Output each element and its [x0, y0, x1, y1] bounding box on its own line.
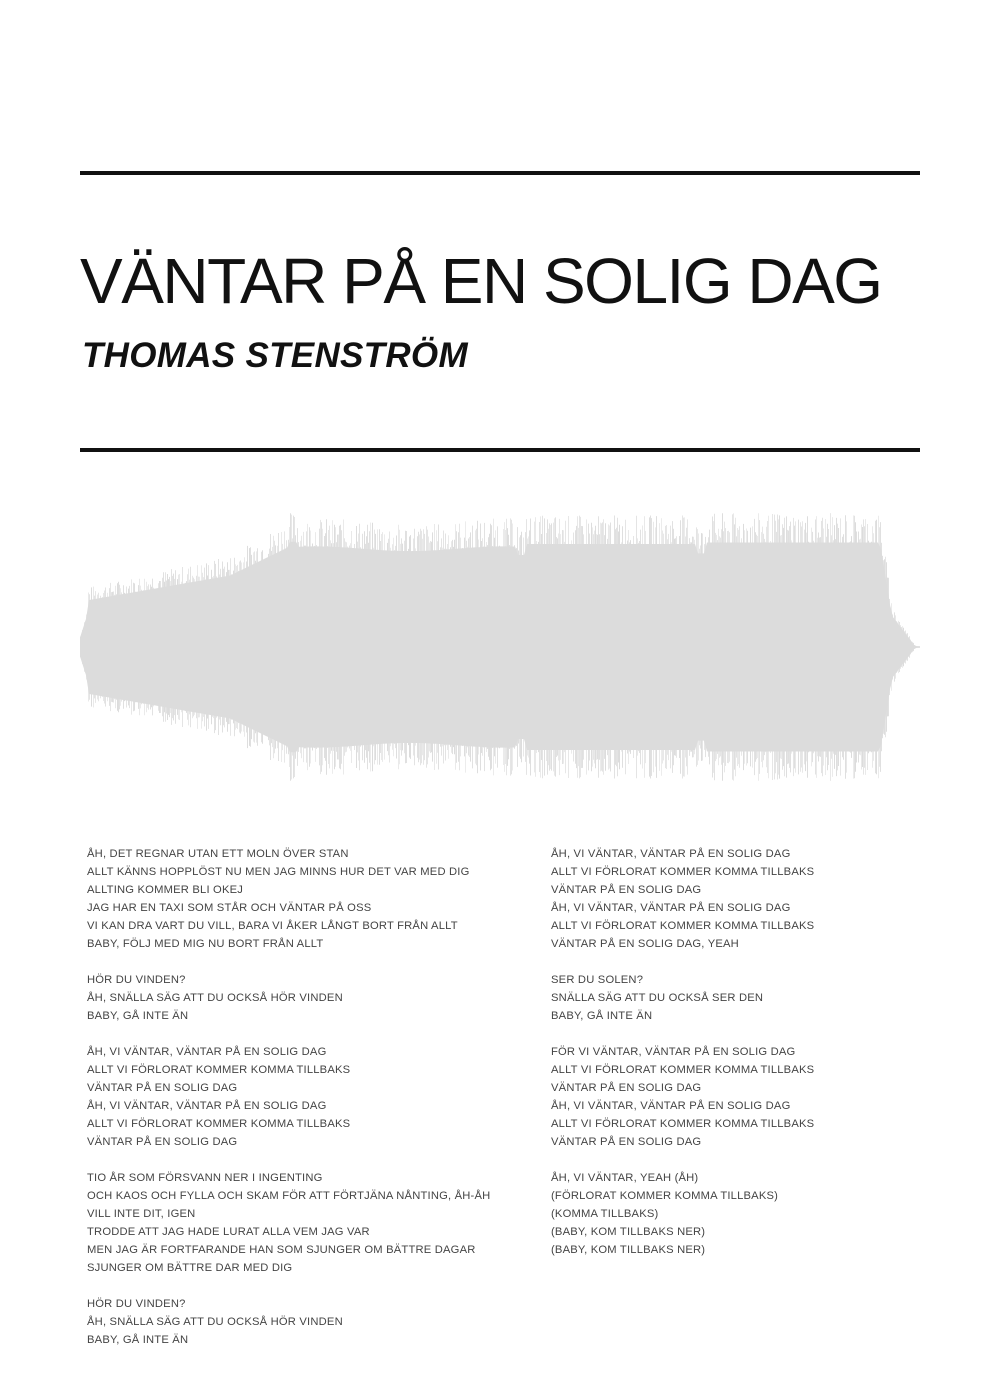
top-divider	[80, 171, 920, 175]
lyric-line: VÄNTAR PÅ EN SOLIG DAG	[87, 1082, 238, 1094]
lyric-line: VÄNTAR PÅ EN SOLIG DAG	[551, 1082, 702, 1094]
lyric-line: VÄNTAR PÅ EN SOLIG DAG	[551, 1136, 702, 1148]
lyrics-stanza	[551, 971, 991, 1025]
lyric-line: ALLT KÄNNS HOPPLÖST NU MEN JAG MINNS HUR DET VAR MED DIG	[87, 866, 470, 878]
lyric-line: ÅH, VI VÄNTAR, YEAH (ÅH)	[551, 1172, 699, 1184]
lyrics-stanza	[87, 971, 527, 1025]
lyric-line: (FÖRLORAT KOMMER KOMMA TILLBAKS)	[551, 1190, 779, 1202]
lyric-line: ALLT VI FÖRLORAT KOMMER KOMMA TILLBAKS	[551, 1064, 815, 1076]
lyric-line: ÅH, VI VÄNTAR, VÄNTAR PÅ EN SOLIG DAG	[87, 1100, 327, 1112]
bottom-divider	[80, 448, 920, 452]
lyric-line: ALLT VI FÖRLORAT KOMMER KOMMA TILLBAKS	[87, 1064, 351, 1076]
lyric-line: TRODDE ATT JAG HADE LURAT ALLA VEM JAG VAR	[87, 1226, 370, 1238]
lyric-line: ALLT VI FÖRLORAT KOMMER KOMMA TILLBAKS	[87, 1118, 351, 1130]
lyric-line: VÄNTAR PÅ EN SOLIG DAG	[87, 1136, 238, 1148]
lyric-line: ÅH, VI VÄNTAR, VÄNTAR PÅ EN SOLIG DAG	[551, 848, 791, 860]
lyric-line: ALLTING KOMMER BLI OKEJ	[87, 884, 244, 896]
lyric-line: BABY, GÅ INTE ÄN	[87, 1334, 189, 1346]
lyric-line: (BABY, KOM TILLBAKS NER)	[551, 1244, 706, 1256]
lyric-line: ÅH, VI VÄNTAR, VÄNTAR PÅ EN SOLIG DAG	[551, 902, 791, 914]
song-title: VÄNTAR PÅ EN SOLIG DAG	[80, 245, 882, 317]
lyrics-stanza	[87, 1169, 527, 1277]
lyrics-stanza	[87, 845, 527, 953]
lyric-line: BABY, FÖLJ MED MIG NU BORT FRÅN ALLT	[87, 938, 324, 950]
lyric-line: (BABY, KOM TILLBAKS NER)	[551, 1226, 706, 1238]
lyric-line: BABY, GÅ INTE ÄN	[551, 1010, 653, 1022]
lyric-line: JAG HAR EN TAXI SOM STÅR OCH VÄNTAR PÅ OSS	[87, 902, 372, 914]
lyric-line: HÖR DU VINDEN?	[87, 1298, 186, 1310]
lyrics-column-left	[87, 845, 527, 1367]
lyric-line: ALLT VI FÖRLORAT KOMMER KOMMA TILLBAKS	[551, 1118, 815, 1130]
lyric-line: SJUNGER OM BÄTTRE DAR MED DIG	[87, 1262, 293, 1274]
lyric-line: SNÄLLA SÄG ATT DU OCKSÅ SER DEN	[551, 992, 764, 1004]
lyric-line: VILL INTE DIT, IGEN	[87, 1208, 196, 1220]
lyric-line: FÖR VI VÄNTAR, VÄNTAR PÅ EN SOLIG DAG	[551, 1046, 796, 1058]
lyric-line: TIO ÅR SOM FÖRSVANN NER I INGENTING	[87, 1172, 323, 1184]
lyric-line: HÖR DU VINDEN?	[87, 974, 186, 986]
lyrics-stanza	[551, 1043, 991, 1151]
artist-name: THOMAS STENSTRÖM	[82, 336, 468, 375]
lyrics-stanza	[551, 845, 991, 953]
lyric-line: ÅH, VI VÄNTAR, VÄNTAR PÅ EN SOLIG DAG	[87, 1046, 327, 1058]
lyric-line: SER DU SOLEN?	[551, 974, 644, 986]
lyrics-stanza	[87, 1043, 527, 1151]
lyric-line: ÅH, VI VÄNTAR, VÄNTAR PÅ EN SOLIG DAG	[551, 1100, 791, 1112]
lyrics-stanza	[551, 1169, 991, 1259]
lyric-line: ÅH, SNÄLLA SÄG ATT DU OCKSÅ HÖR VINDEN	[87, 992, 343, 1004]
lyric-line: MEN JAG ÄR FORTFARANDE HAN SOM SJUNGER OM BÄTTRE DAGAR	[87, 1244, 476, 1256]
lyric-line: ALLT VI FÖRLORAT KOMMER KOMMA TILLBAKS	[551, 920, 815, 932]
lyric-line: BABY, GÅ INTE ÄN	[87, 1010, 189, 1022]
lyric-line: ALLT VI FÖRLORAT KOMMER KOMMA TILLBAKS	[551, 866, 815, 878]
lyrics-stanza	[87, 1295, 527, 1349]
lyric-line: VI KAN DRA VART DU VILL, BARA VI ÅKER LÅNGT BORT FRÅN ALLT	[87, 920, 458, 932]
lyric-line: VÄNTAR PÅ EN SOLIG DAG, YEAH	[551, 938, 739, 950]
lyric-line: (KOMMA TILLBAKS)	[551, 1208, 659, 1220]
lyric-line: VÄNTAR PÅ EN SOLIG DAG	[551, 884, 702, 896]
lyric-line: ÅH, SNÄLLA SÄG ATT DU OCKSÅ HÖR VINDEN	[87, 1316, 343, 1328]
lyric-line: OCH KAOS OCH FYLLA OCH SKAM FÖR ATT FÖRTJÄNA NÅNTING, ÅH-ÅH	[87, 1190, 491, 1202]
lyric-line: ÅH, DET REGNAR UTAN ETT MOLN ÖVER STAN	[87, 848, 349, 860]
lyrics-column-right	[551, 845, 991, 1277]
soundwave-graphic	[80, 505, 920, 790]
